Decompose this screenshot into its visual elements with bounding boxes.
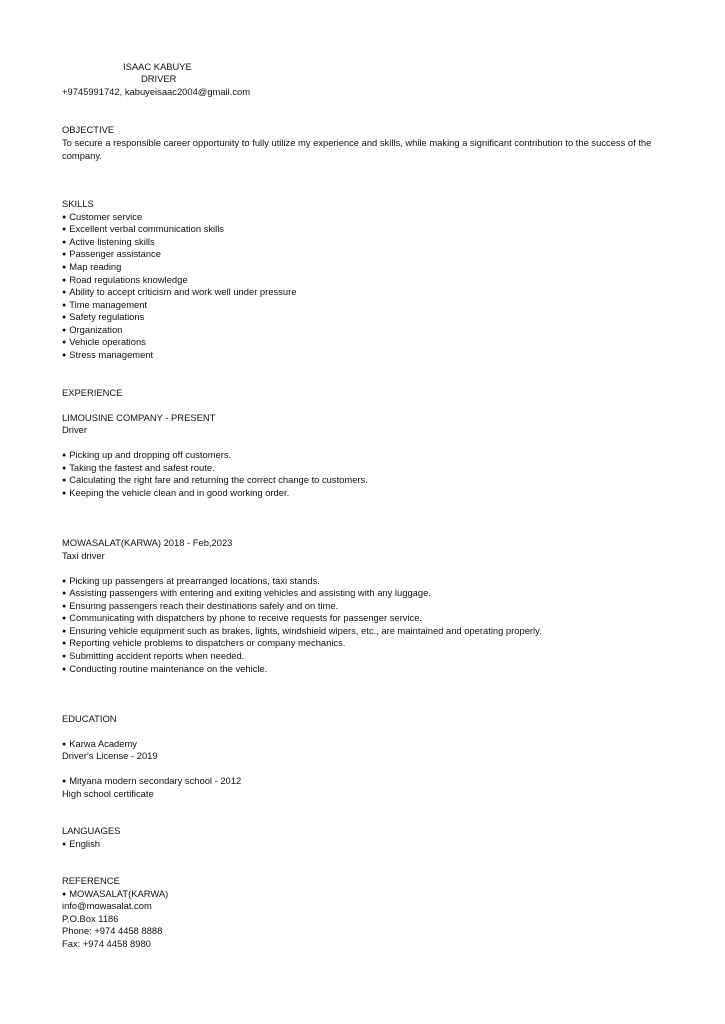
job-role: Taxi driver	[62, 550, 105, 561]
job-duty: ● Ensuring vehicle equipment such as brakes, lights, windshield wipers, etc., are maintained and operating properly.	[62, 625, 542, 640]
skills-heading: SKILLS	[62, 198, 94, 209]
skill-item: ● Customer service	[62, 211, 142, 226]
job-duty: ● Picking up passengers at prearranged locations, taxi stands.	[62, 575, 320, 590]
job-company: MOWASALAT(KARWA) 2018 - Feb,2023	[62, 537, 233, 548]
job-duty: ● Conducting routine maintenance on the vehicle.	[62, 663, 267, 678]
reference-fax: Fax: +974 4458 8980	[62, 938, 151, 949]
candidate-name: ISAAC KABUYE	[123, 61, 192, 72]
skill-item: ● Excellent verbal communication skills	[62, 223, 224, 238]
reference-email: info@mowasalat.com	[62, 900, 152, 911]
experience-heading: EXPERIENCE	[62, 387, 123, 398]
job-duty: ● Assisting passengers with entering and exiting vehicles and assisting with any luggage.	[62, 587, 431, 602]
objective-text: To secure a responsible career opportunity to fully utilize my experience and skills, while making a significant contribution to the success of the company.	[62, 137, 652, 161]
skill-item: ● Time management	[62, 299, 147, 314]
skill-item: ● Active listening skills	[62, 236, 155, 251]
job-role: Driver	[62, 424, 87, 435]
reference-phone: Phone: +974 4458 8888	[62, 925, 163, 936]
skill-item: ● Ability to accept criticism and work well under pressure	[62, 286, 296, 301]
reference-org: ● MOWASALAT(KARWA)	[62, 888, 168, 903]
job-duty: ● Picking up and dropping off customers.	[62, 449, 231, 464]
education-detail: Driver's License - 2019	[62, 750, 158, 761]
contact-info: +9745991742, kabuyeisaac2004@gmail.com	[62, 86, 251, 97]
education-institution: ● Karwa Academy	[62, 738, 137, 753]
education-heading: EDUCATION	[62, 713, 117, 724]
candidate-title: DRIVER	[141, 73, 177, 84]
skill-item: ● Vehicle operations	[62, 336, 146, 351]
skill-item: ● Map reading	[62, 261, 121, 276]
job-company: LIMOUSINE COMPANY - PRESENT	[62, 412, 216, 423]
skill-item: ● Safety regulations	[62, 311, 144, 326]
job-duty: ● Keeping the vehicle clean and in good working order.	[62, 487, 289, 502]
skill-item: ● Organization	[62, 324, 122, 339]
job-duty: ● Ensuring passengers reach their destinations safely and on time.	[62, 600, 338, 615]
language-item: ● English	[62, 838, 100, 853]
skill-item: ● Stress management	[62, 349, 153, 364]
education-detail: High school certificate	[62, 788, 154, 799]
education-institution: ● Mityana modern secondary school - 2012	[62, 775, 241, 790]
job-duty: ● Communicating with dispatchers by phone to receive requests for passenger service.	[62, 612, 422, 627]
reference-po-box: P.O.Box 1186	[62, 913, 119, 924]
job-duty: ● Calculating the right fare and returning the correct change to customers.	[62, 474, 368, 489]
skill-item: ● Passenger assistance	[62, 248, 161, 263]
job-duty: ● Reporting vehicle problems to dispatchers or company mechanics.	[62, 637, 345, 652]
skill-item: ● Road regulations knowledge	[62, 274, 188, 289]
languages-heading: LANGUAGES	[62, 825, 121, 836]
job-duty: ● Submitting accident reports when needed.	[62, 650, 244, 665]
job-duty: ● Taking the fastest and safest route.	[62, 462, 215, 477]
reference-heading: REFERENCE	[62, 875, 120, 886]
objective-heading: OBJECTIVE	[62, 124, 115, 135]
